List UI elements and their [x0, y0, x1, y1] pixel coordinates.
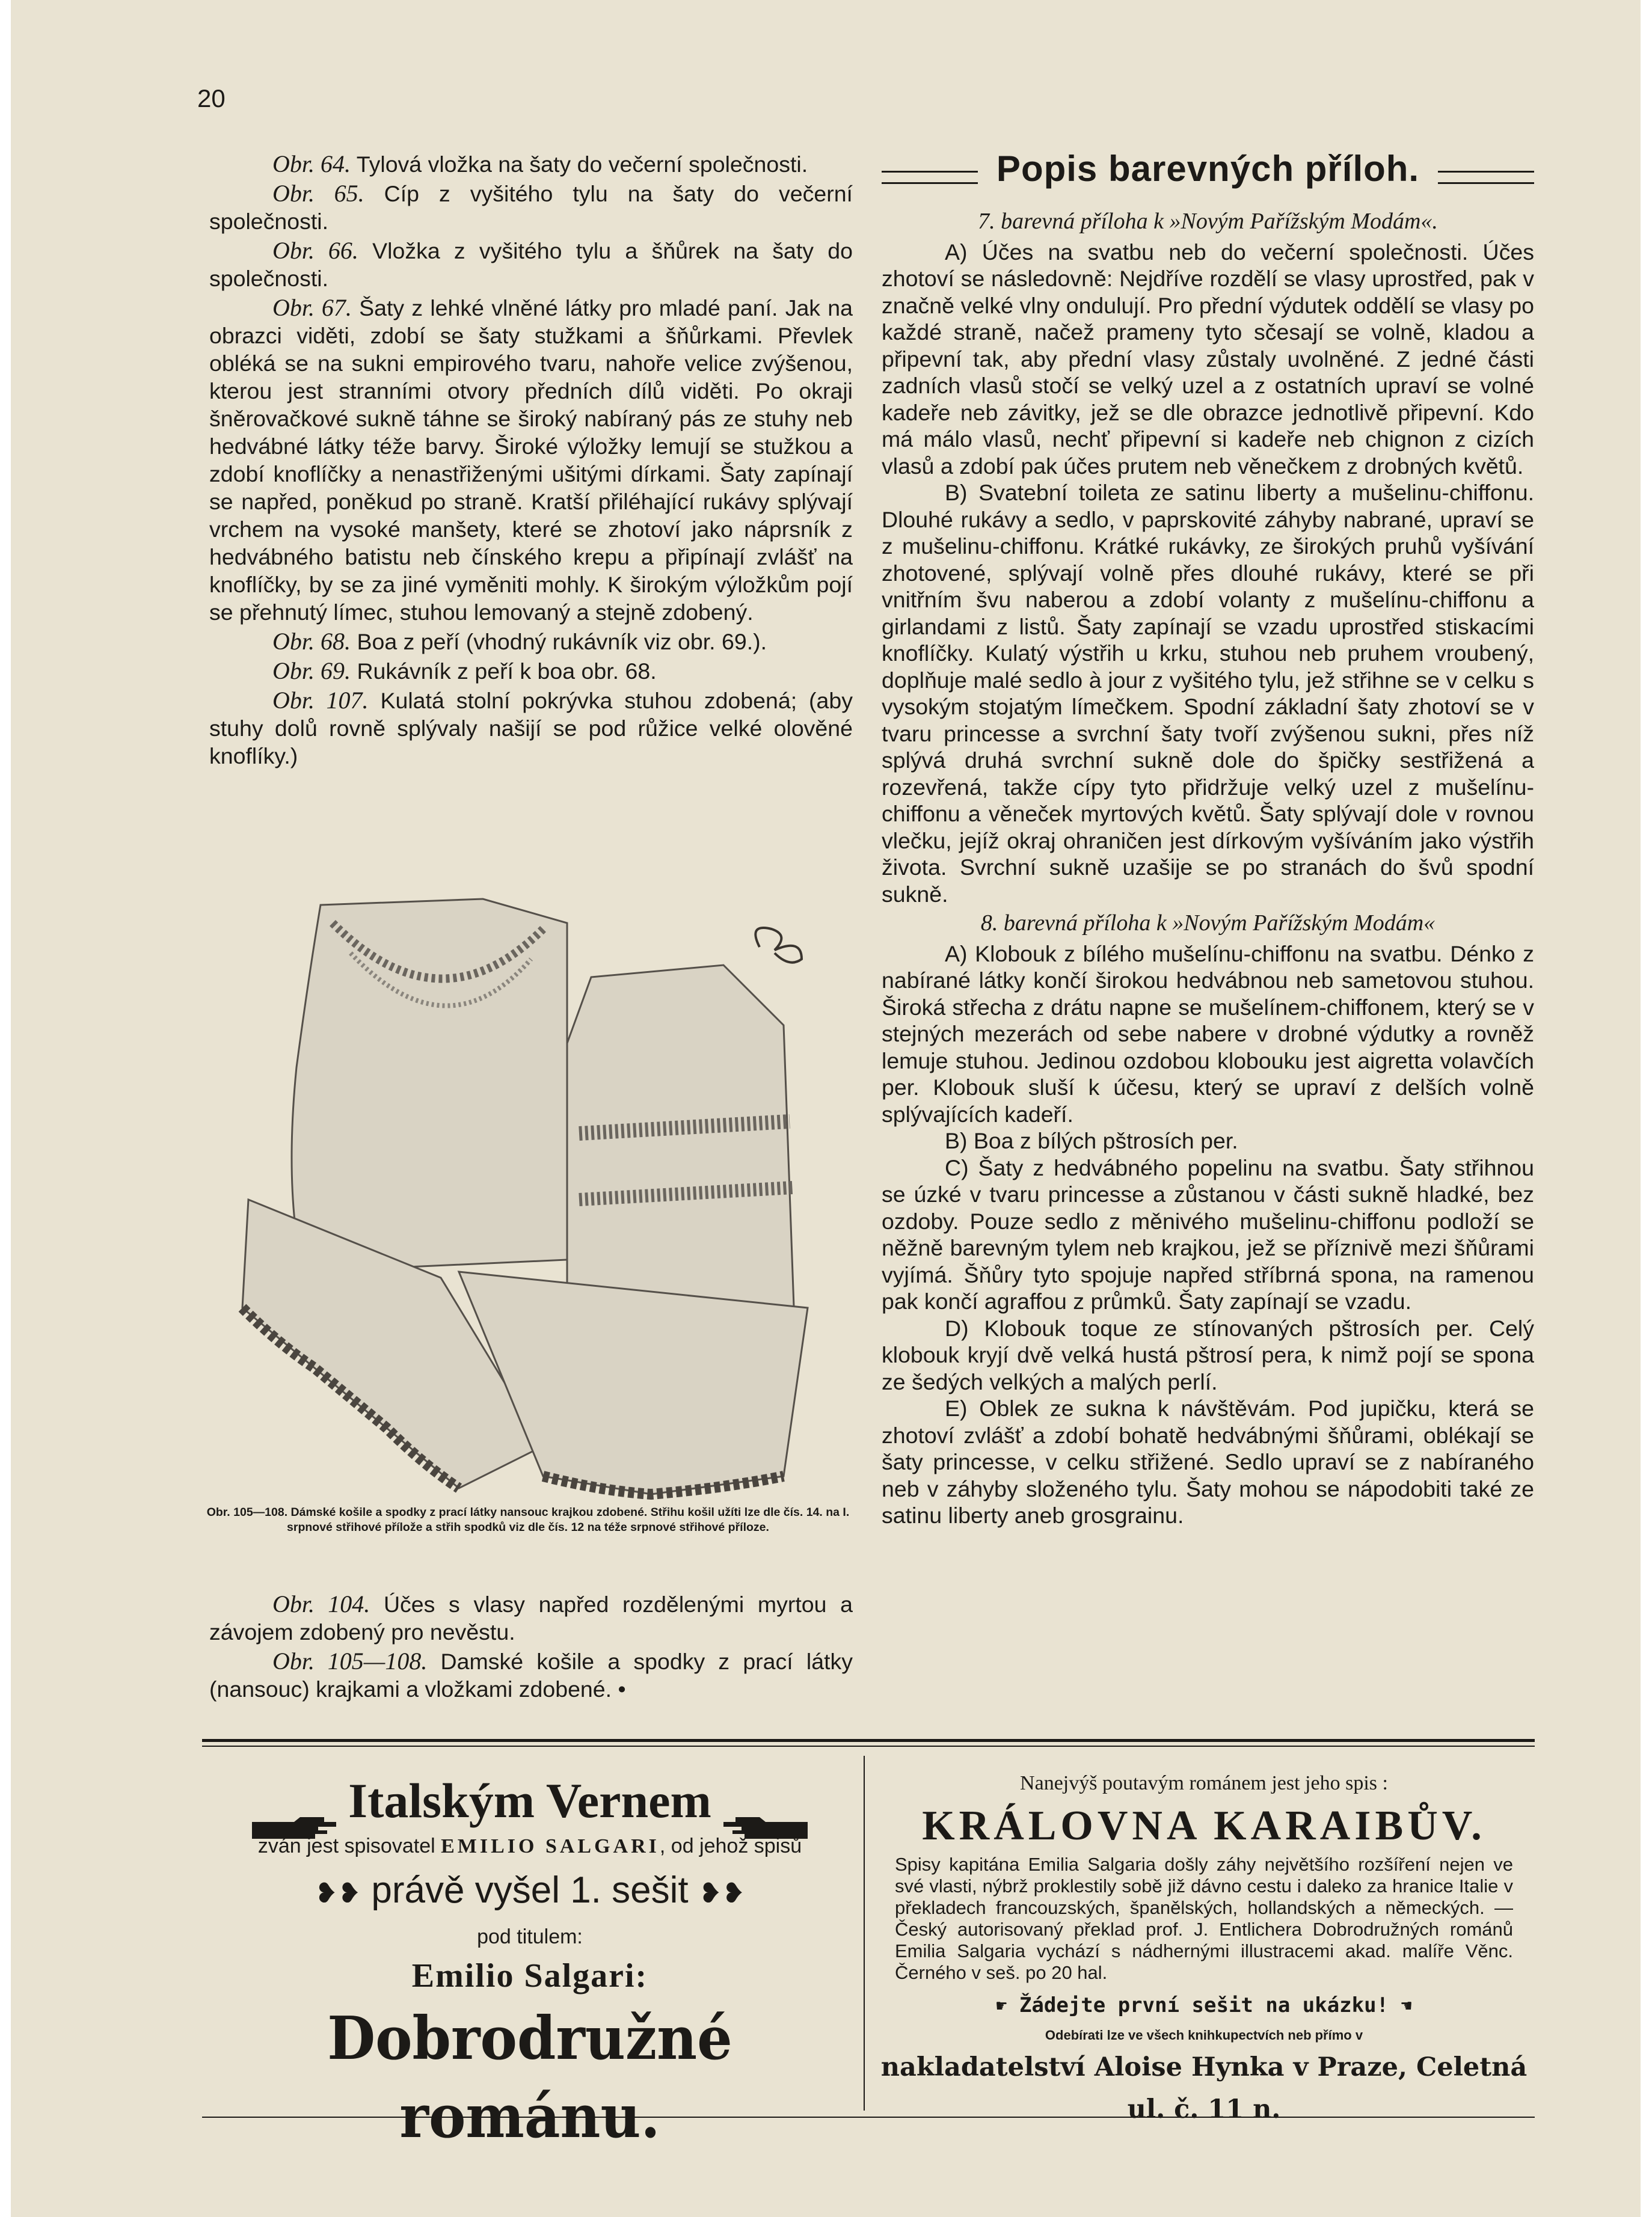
figure-label: Obr. 104. [272, 1590, 370, 1618]
description-paragraph: C) Šaty z hedvábného popelinu na svatbu. Šaty střihnou se úzké v tvaru princesse a zůstanou v části sukně hladké, bez ozdoby. Pouze sedlo z měnivého mušelinu-chiffonu podloží se něžně barevným tylem neb krajkou, jež se příznivě mezi šňůrami vyjímá. Šňůry tyto spojuje napřed stříbrná spona, na ramenou pak končí agraffou z průmků. Šaty zapínají se vzadu. [882, 1154, 1534, 1314]
left-column-paragraph [209, 237, 853, 292]
figure-label: Obr. 64. [272, 150, 351, 177]
description-paragraph: B) Svatební toileta ze satinu liberty a mušelinu-chiffonu. Dlouhé rukávy a sedlo, v paprskovité záhyby nabrané, upraví se z mušelinu-chiffonu. Krátké rukávky, ze širokých pruhů vyšívání zhotovené, splývají volně přes dlouhé rukávy, které se při vnitřním švu naberou a zdobí volanty z mušelínu-chiffonu a girlandami z listů. Šaty zapínají se vzadu uprostřed stiskacími knoflíčky. Kulatý výstřih u krku, stuhou neb pruhem vroubený, doplňuje malé sedlo à jour z vyšitého tylu, jež střihne se v celku s vysokým stojatým límečkem. Spodní základní šaty zhotoví se v tvaru princesse a svrchní šaty tvoří zvýšenou sukni, přes níž splývá druhá svrchní sukně dole do špičky sestřižená a rozevřená, takže cípy tyto přidržuje velký uzel z mušelínu-chiffonu a věneček myrtových květů. Šaty splývají dole v rovnou vlečku, jejíž okraj ohraničen jest dírkovým vyšíváním jako výstřih života. Svrchní sukně uzašije se po stranách do švů spodní sukně. [882, 480, 1534, 907]
advert-italian-verne [202, 1765, 858, 2156]
cta-hand-right-icon: ☛ [996, 1996, 1007, 2017]
advert-kralovna-karaibuv [871, 1765, 1537, 2130]
illustration-drawing [230, 887, 826, 1524]
ad-right-small: Odebírati lze ve všech knihkupectvích neb přímo v [1045, 2028, 1363, 2043]
ad-right-title: KRÁLOVNA KARAIBŮV. [922, 1803, 1486, 1849]
left-column-text [209, 150, 853, 771]
figure-label: Obr. 69. [272, 657, 351, 684]
ad-right-publisher: nakladatelství Aloise Hynka v Praze, Celetná ul. č. 11 n. [880, 2052, 1528, 2124]
figure-label: Obr. 66. [272, 237, 358, 264]
description-paragraph: B) Boa z bílých pštrosích per. [945, 1128, 1238, 1153]
ad-right-intro: Nanejvýš poutavým románem jest jeho spis : [1020, 1772, 1388, 1794]
chemise-left [292, 899, 567, 1272]
separator-top [202, 1739, 1535, 1742]
paragraph-text: Účes s vlasy napřed rozdělenými myrtou a závojem zdobený pro nevěstu. [209, 1592, 853, 1645]
separator-top-thin [202, 1746, 1535, 1747]
paragraph-text: Rukávník z peří k boa obr. 68. [351, 658, 657, 684]
section-heading [882, 144, 1534, 198]
left-column-paragraph [209, 294, 853, 626]
right-column-text [882, 206, 1534, 1529]
paragraph-text: Šaty z lehké vlněné látky pro mladé paní. Jak na obrazci viděti, zdobí se šaty stužkami a šňůrkami. Převlek obléká se na sukni empirového tvaru, nahoře velice zvýšenou, kterou jest stranními otvory předních dílů viděti. Po okraji šněrovačkové sukně táhne se široký nabíraný pás ze stuhy neb hedvábné látky téže barvy. Široké výložky lemují se stužkou a zdobí knoflíčky a nenastřiženými ušitými dírkami. Šaty zapínají se napřed, poněkud po straně. Kratší přiléhající rukávy splývají vrchem na vysoké manšety, které se zhotoví jako náprsník z hedvábného batistu neb čínského krepu a připínají zvlášť na knoflíčky, by se za jiné vyměniti mohly. K širokým výložkům pojí se přehnutý límec, stuhou lemovaný a stejně zdobený. [209, 295, 853, 625]
left-column-paragraph [209, 180, 853, 235]
figure-label: Obr. 68. [272, 628, 351, 655]
paragraph-text: Damské košile a spodky z prací látky (nansouc) krajkami a vložkami zdobené. • [209, 1649, 853, 1702]
pointing-hand-right-icon [252, 1794, 336, 1818]
figure-label: Obr. 67. [272, 294, 352, 321]
description-paragraph: E) Oblek ze sukna k návštěvám. Pod jupičku, která se zhotoví zvlášť a zdobí bohatě hedvábnými šňůrami, oblékají se šaty princesse, v celku střižené. Sedlo upraví se z nabíraného neb v záhyby složeného tylu. Šaty mohou se nápodobiti také ze satinu liberty aneb grosgrainu. [882, 1396, 1534, 1528]
description-paragraph: A) Klobouk z bílého mušelínu-chiffonu na svatbu. Dénko z nabírané látky končí širokou hedvábnou neb sametovou stuhou. Široká střecha z drátu napne se mušelínem-chiffonem, který se v stejných mezerách od sebe nabere v drobné výdutky a rovněž lemuje stuhou. Jedinou ozdobou klobouku jest aigretta volavčích per. Klobouk sluší k účesu, který se upraví z delších volně splývajících kadeří. [882, 940, 1534, 1127]
left-column-paragraph [209, 657, 853, 685]
ad-left-big-title: Dobrodružné románu. [327, 2004, 732, 2151]
paragraph-text: Boa z peří (vhodný rukávník viz obr. 69.). [351, 629, 767, 654]
ad-left-line2-row [202, 1862, 858, 1922]
figure-label: Obr. 105—108. [272, 1648, 428, 1675]
left-column-paragraph [209, 628, 853, 655]
left-column-paragraph [209, 150, 853, 178]
pointing-hand-left-icon [723, 1794, 808, 1818]
ad-right-cta-row [871, 1987, 1537, 2025]
ad-left-line1-end: , od jehož spisů [659, 1835, 802, 1857]
paragraph-text: Cíp z vyšitého tylu na šaty do večerní společnosti. [209, 181, 853, 234]
supplement-subheading: 8. barevná příloha k »Novým Pařížským Modám« [980, 910, 1436, 936]
description-paragraph: A) Účes na svatbu neb do večerní společnosti. Účes zhotoví se následovně: Nejdříve rozdělí se vlasy uprostřed, pak v značně velké vlny ondulují. Pro přední výdutek oddělí se vlasy po každé straně, načež prameny tyto sčesají se volně, kladou a připevní tak, aby přední vlasy zůstaly uvolněné. Z jedné části zadních vlasů stočí se velký uzel a z ostatních upraví se volné kadeře neb závitky, jež se dle obrazce jednotlivě připevní. Kdo má málo vlasů, nechť připevní si kadeře neb chignon z cizích vlasů a zdobí pak účes prutem neb věnečkem z drobných květů. [882, 239, 1534, 479]
figure-label: Obr. 65. [272, 180, 364, 207]
left-column-bottom-text [209, 1590, 853, 1705]
heading-title: Popis barevných příloh. [996, 149, 1420, 189]
flourish-right-icon: ❥❥ [698, 1877, 745, 1909]
paragraph-text: Kulatá stolní pokrývka stuhou zdobená; (aby stuhy dolů rovně splývaly našijí se pod růžice velké olověné knoflíky.) [209, 688, 853, 768]
left-column-paragraph [209, 687, 853, 770]
cta-hand-left-icon: ☚ [1401, 1996, 1412, 2017]
figure-caption: Obr. 105—108. Dámské košile a spodky z prací látky nansouc krajkou zdobené. Střihu košil užíti lze dle čís. 14. na I. srpnové střihové přílože a střih spodků viz dle čís. 12 na téže srpnové střihové příloze. [206, 1506, 850, 1534]
ad-left-line1 [202, 1831, 858, 1862]
ad-left-line2: právě vyšel 1. sešit [371, 1869, 689, 1911]
newspaper-page [11, 0, 1641, 2217]
page-number: 20 [197, 84, 226, 112]
heading-rule-right [1438, 171, 1534, 184]
ad-left-author: EMILIO SALGARI [441, 1835, 660, 1857]
ad-left-line3: pod titulem: [477, 1925, 583, 1948]
ad-left-line1-start: zván jest spisovatel [257, 1835, 435, 1857]
lingerie-illustration [230, 887, 826, 1524]
paragraph-text: Tylová vložka na šaty do večerní společnosti. [351, 152, 808, 177]
ad-left-headline: Italským Vernem [348, 1773, 711, 1828]
ad-right-body: Spisy kapitána Emilia Salgaria došly záhy největšího rozšíření nejen ve své vlasti, nýbrž proklestily sobě již dávno cestu i daleko za hranice Italie v překladech francouzských, španělských, hollandských a německých. — Český autorisovaný překlad prof. J. Entlichera Dobrodružných románů Emilia Salgaria vychází s nádhernými illustracemi akad. malíře Věnc. Černého v seš. po 20 hal. [895, 1854, 1513, 1983]
paragraph-text: Vložka z vyšitého tylu a šňůrek na šaty do společnosti. [209, 238, 853, 291]
ad-left-headline-row [202, 1771, 858, 1831]
ad-right-cta: Žádejte první sešit na ukázku! [1019, 1993, 1389, 2017]
left-column-bottom-paragraph [209, 1590, 853, 1646]
description-paragraph: D) Klobouk toque ze stínovaných pštrosích per. Celý klobouk kryjí dvě velká hustá pštrosí pera, k nimž pojí se spona ze šedých velkých a malých perlí. [882, 1315, 1534, 1394]
ad-divider [864, 1756, 865, 2111]
flourish-left-icon: ❥❥ [315, 1877, 361, 1909]
figure-label: Obr. 107. [272, 687, 369, 714]
left-column-bottom-paragraph [209, 1648, 853, 1703]
ad-left-line4: Emilio Salgari: [411, 1957, 648, 1995]
supplement-subheading: 7. barevná příloha k »Novým Pařížským Modám«. [978, 209, 1438, 234]
